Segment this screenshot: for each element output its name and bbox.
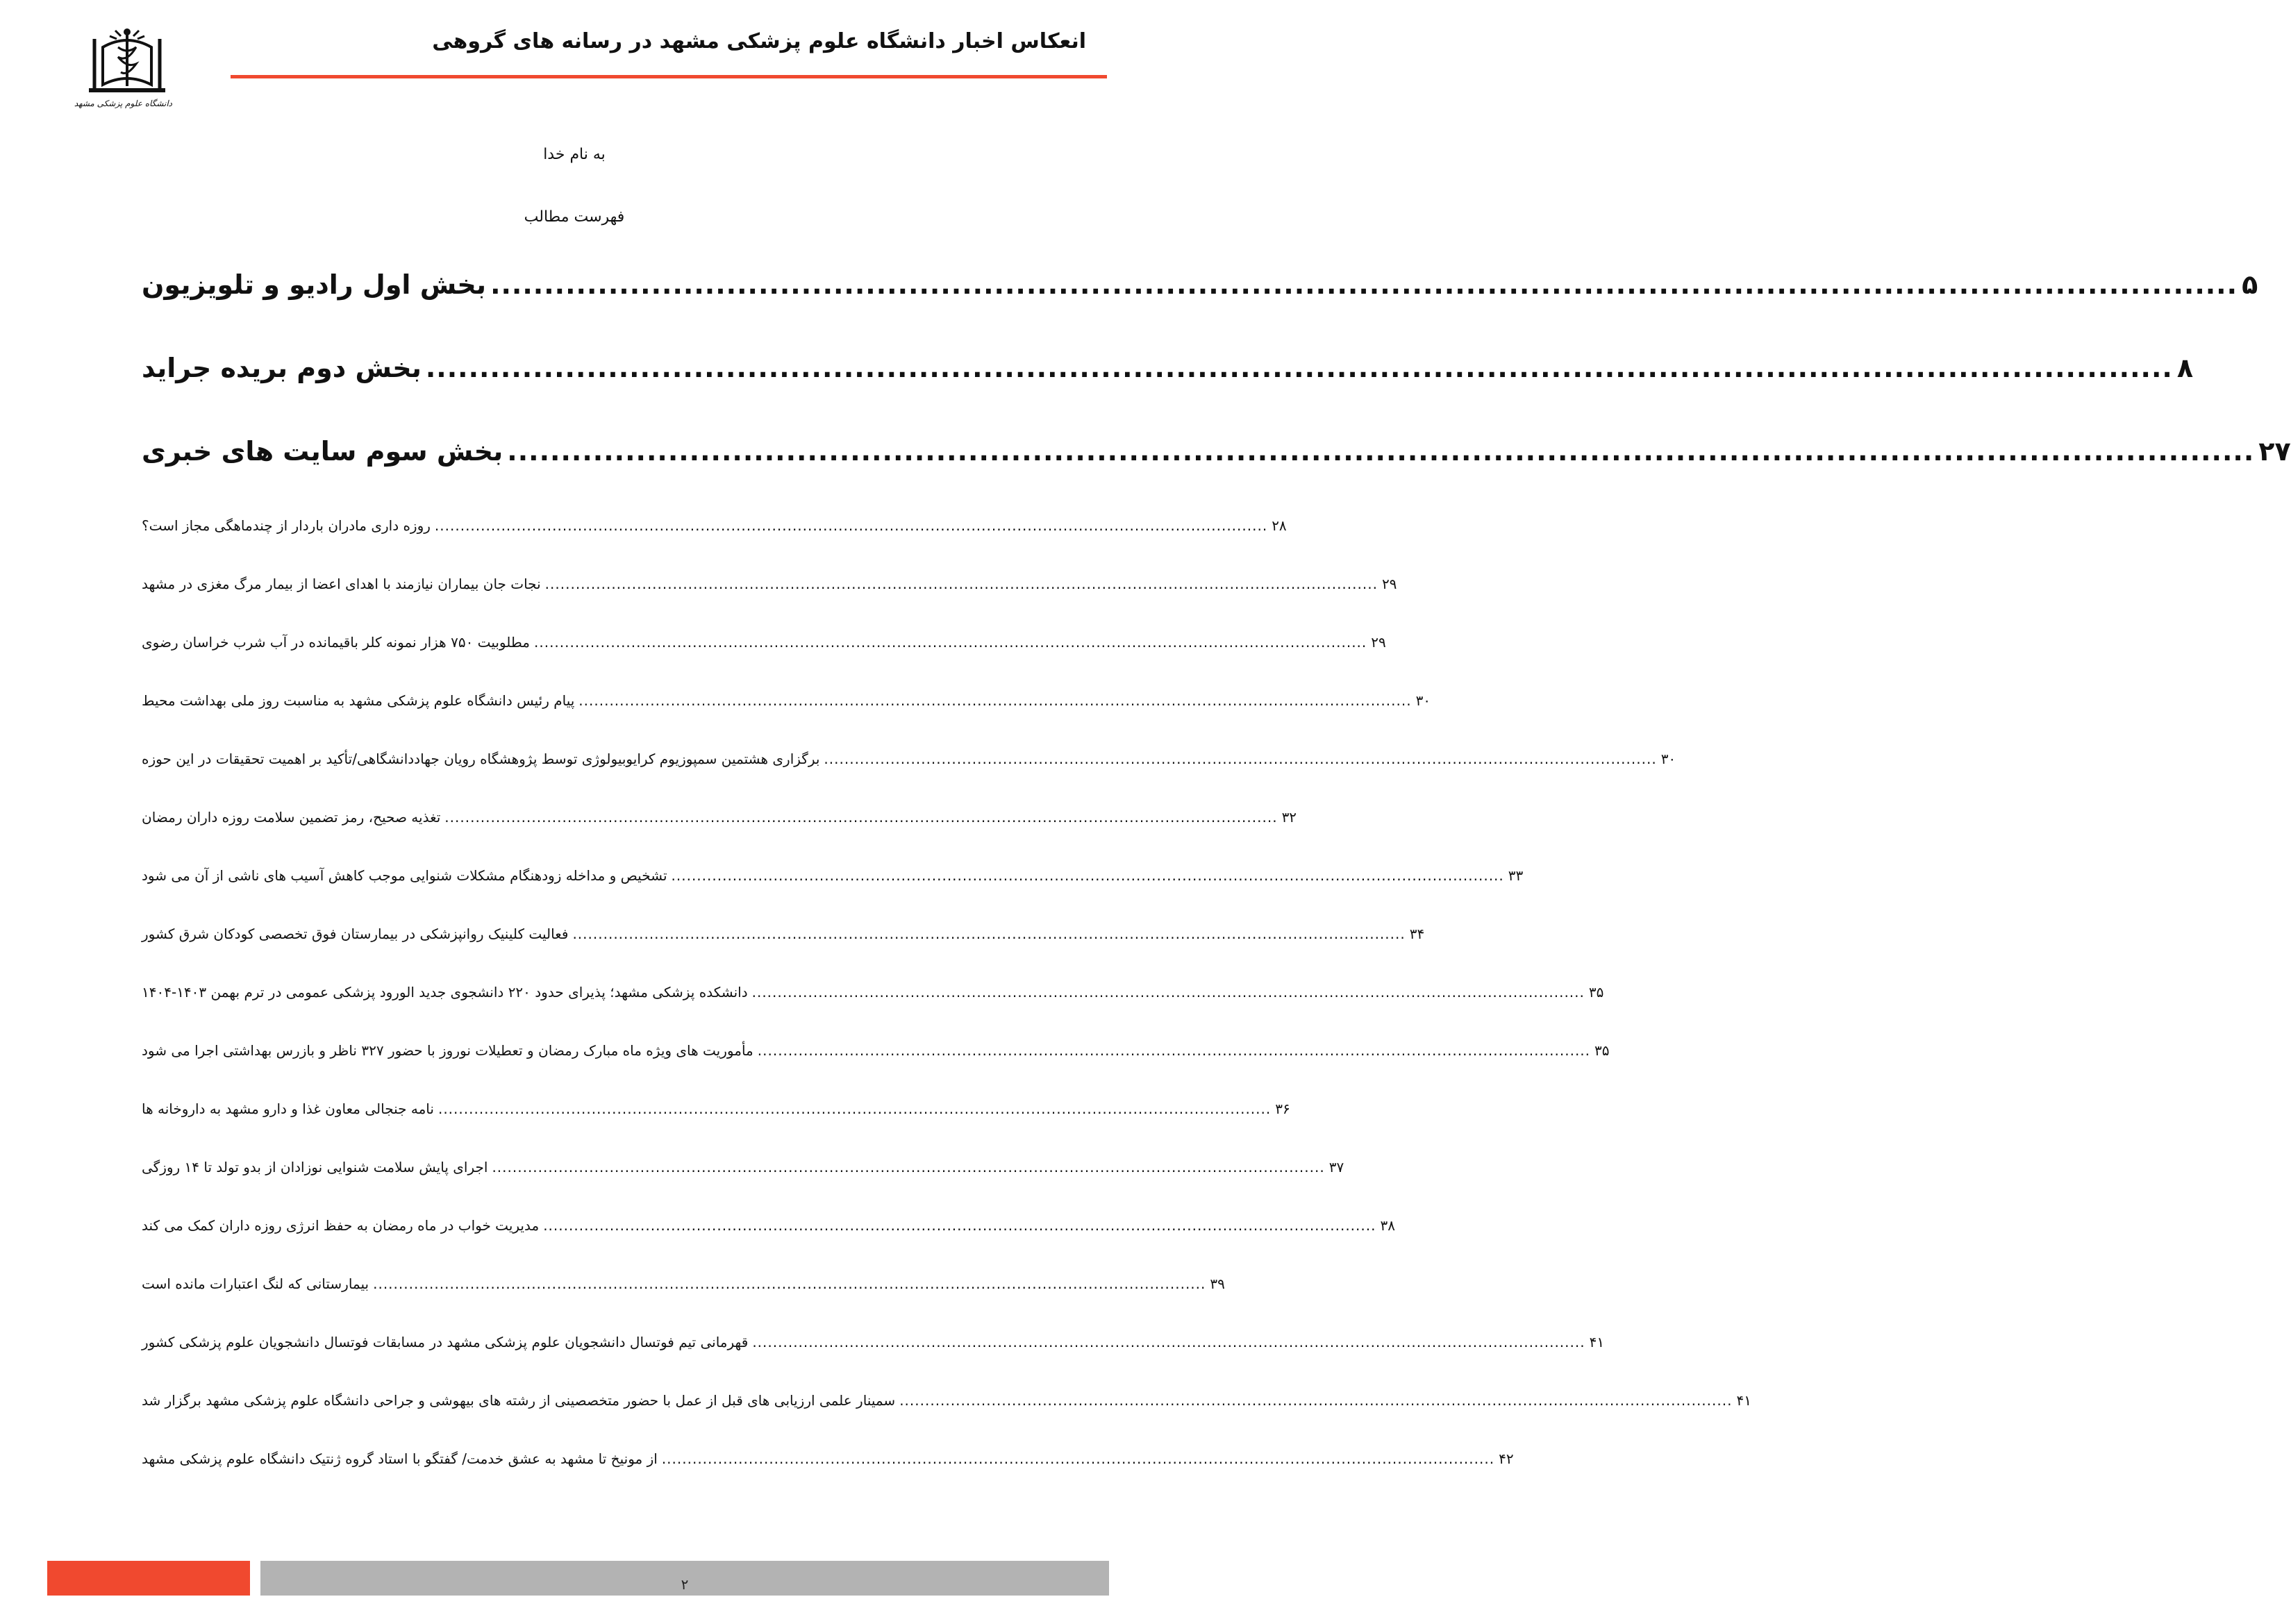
- toc-entry[interactable]: [142, 1100, 1290, 1124]
- toc-section[interactable]: [142, 436, 2291, 475]
- toc-entry-page: ۴۲: [1499, 1450, 1514, 1467]
- toc-heading: فهرست مطالب: [524, 208, 625, 226]
- toc-entry-title: پیام رئیس دانشگاه علوم پزشکی مشهد به مناسبت روز ملی بهداشت محیط: [142, 692, 575, 709]
- toc-entry[interactable]: [142, 634, 1386, 658]
- toc-entry-page: ۳۰: [1415, 692, 1431, 709]
- toc-leader: ...................................................................................................................................................................: [543, 1217, 1376, 1234]
- toc-entry-page: ۳۷: [1328, 1159, 1344, 1175]
- toc-section-title: بخش دوم بریده جراید: [142, 353, 422, 383]
- toc-leader: ...................................................................................................................................................................: [492, 1159, 1325, 1175]
- toc-entry[interactable]: [142, 1392, 1751, 1416]
- toc-section[interactable]: [142, 269, 2258, 308]
- toc-entry-title: اجرای پایش سلامت شنوایی نوزادان از بدو تولد تا ۱۴ روزگی: [142, 1159, 488, 1175]
- toc-entry[interactable]: [142, 1217, 1395, 1241]
- toc-section-page: ۵: [2242, 269, 2258, 300]
- toc-leader: ...................................................................................................................................................................: [434, 517, 1268, 534]
- toc-entry-title: سمینار علمی ارزیابی های قبل از عمل با حضور متخصصینی از رشته های بیهوشی و جراحی دانشگاه علوم پزشکی مشهد برگزار شد: [142, 1392, 896, 1409]
- header-divider: [231, 75, 1107, 78]
- toc-entry[interactable]: [142, 517, 1287, 541]
- toc-leader: ...................................................................................................................................................................: [899, 1392, 1733, 1409]
- toc-entry-page: ۳۵: [1588, 984, 1604, 1001]
- toc-section-page: ۲۷: [2258, 436, 2291, 467]
- toc-entry-title: نامه جنجالی معاون غذا و دارو مشهد به داروخانه ها: [142, 1100, 434, 1117]
- toc-entry[interactable]: [142, 926, 1425, 949]
- toc-entry-page: ۳۶: [1275, 1100, 1290, 1117]
- toc-leader: ...................................................................................................................................................................: [534, 634, 1367, 651]
- toc-entry-title: مطلوبیت ۷۵۰ هزار نمونه کلر باقیمانده در آب شرب خراسان رضوی: [142, 634, 530, 651]
- bismillah: به نام خدا: [543, 146, 606, 163]
- toc-leader: ...................................................................................................................................................................: [751, 984, 1585, 1001]
- toc-leader: ...................................................................................................................................................................: [544, 576, 1378, 592]
- toc-entry-page: ۲۸: [1272, 517, 1287, 534]
- toc-leader: ...................................................................................................................................................................: [444, 809, 1278, 826]
- toc-entry-page: ۳۰: [1660, 751, 1676, 767]
- toc-leader: ...................................................................................................................................................................: [757, 1042, 1591, 1059]
- toc-entry-title: فعالیت کلینیک روانپزشکی در بیمارستان فوق تخصصی کودکان شرق کشور: [142, 926, 569, 942]
- toc-leader: ...................................................................................................................................................................: [373, 1275, 1206, 1292]
- logo-caption: دانشگاه علوم پزشکی مشهد: [74, 99, 172, 108]
- toc-entry-page: ۳۳: [1508, 867, 1524, 884]
- toc-leader: ...................................................................................................................................................................: [572, 926, 1406, 942]
- toc-entry-page: ۴۱: [1589, 1334, 1605, 1350]
- toc-entry-page: ۴۱: [1736, 1392, 1751, 1409]
- toc-section-page: ۸: [2176, 353, 2194, 383]
- toc-entry[interactable]: [142, 984, 1604, 1007]
- toc-entry-title: برگزاری هشتمین سمپوزیوم کرایوبیولوژی توسط پژوهشگاه رویان جهاددانشگاهی/تأکید بر اهمیت تحقیقات در این حوزه: [142, 751, 820, 767]
- toc-entry[interactable]: [142, 809, 1297, 832]
- toc-entry-title: قهرمانی تیم فوتسال دانشجویان علوم پزشکی مشهد در مسابقات فوتسال دانشجویان علوم پزشکی کشور: [142, 1334, 749, 1350]
- toc-entry[interactable]: [142, 1275, 1225, 1299]
- toc-entry[interactable]: [142, 692, 1431, 716]
- toc-entry-page: ۳۴: [1409, 926, 1425, 942]
- page-number: ۲: [681, 1576, 689, 1593]
- document-header-title: انعکاس اخبار دانشگاه علوم پزشکی مشهد در رسانه های گروهی: [432, 29, 1086, 53]
- toc-entry[interactable]: [142, 1450, 1514, 1474]
- toc-entry-page: ۲۹: [1381, 576, 1397, 592]
- toc-entry-page: ۳۸: [1380, 1217, 1395, 1234]
- toc-entry[interactable]: [142, 1042, 1610, 1066]
- toc-leader: ...................................................................................................................................................................: [425, 353, 2173, 383]
- toc-leader: ...................................................................................................................................................................: [438, 1100, 1272, 1117]
- toc-section-title: بخش سوم سایت های خبری: [142, 436, 503, 467]
- toc-entry-title: دانشکده پزشکی مشهد؛ پذیرای حدود ۲۲۰ دانشجوی جدید الورود پزشکی عمومی در ترم بهمن ۱۴۰۳-۱۴۰۴: [142, 984, 748, 1001]
- toc-leader: ...................................................................................................................................................................: [490, 269, 2238, 300]
- toc-entry-page: ۳۹: [1210, 1275, 1225, 1292]
- toc-entry-title: تشخیص و مداخله زودهنگام مشکلات شنوایی موجب کاهش آسیب های ناشی از آن می شود: [142, 867, 667, 884]
- toc-entry-page: ۳۵: [1594, 1042, 1610, 1059]
- toc-entry[interactable]: [142, 867, 1524, 891]
- toc-leader: ...................................................................................................................................................................: [578, 692, 1412, 709]
- toc-section[interactable]: [142, 353, 2194, 392]
- toc-entry-title: از مونیخ تا مشهد به عشق خدمت/ گفتگو با استاد گروه ژنتیک دانشگاه علوم پزشکی مشهد: [142, 1450, 658, 1467]
- toc-entry-page: ۳۲: [1281, 809, 1297, 826]
- toc-entry[interactable]: [142, 1334, 1605, 1357]
- toc-entry[interactable]: [142, 1159, 1344, 1182]
- toc-leader: ...................................................................................................................................................................: [671, 867, 1504, 884]
- toc-leader: ...................................................................................................................................................................: [752, 1334, 1585, 1350]
- logo-emblem-icon: [82, 26, 172, 103]
- toc-leader: ...................................................................................................................................................................: [661, 1450, 1495, 1467]
- toc-entry[interactable]: [142, 576, 1397, 599]
- toc-entry-title: مأموریت های ویژه ماه مبارک رمضان و تعطیلات نوروز با حضور ۳۲۷ ناظر و بازرس بهداشتی اجرا می شود: [142, 1042, 753, 1059]
- toc-entry-title: بیمارستانی که لنگ اعتبارات مانده است: [142, 1275, 369, 1292]
- toc-entry-title: مدیریت خواب در ماه رمضان به حفظ انرژی روزه داران کمک می کند: [142, 1217, 540, 1234]
- toc-leader: ...................................................................................................................................................................: [507, 436, 2255, 467]
- toc-entry-title: نجات جان بیماران نیازمند با اهدای اعضا از بیمار مرگ مغزی در مشهد: [142, 576, 541, 592]
- toc-entry-title: روزه داری مادران باردار از چندماهگی مجاز است؟: [142, 517, 431, 534]
- toc-entry-page: ۲۹: [1371, 634, 1386, 651]
- toc-leader: ...................................................................................................................................................................: [824, 751, 1657, 767]
- toc-entry[interactable]: [142, 751, 1676, 774]
- toc-section-title: بخش اول رادیو و تلویزیون: [142, 269, 487, 300]
- toc-entry-title: تغذیه صحیح، رمز تضمین سلامت روزه داران رمضان: [142, 809, 441, 826]
- footer-accent-bar: [47, 1561, 250, 1596]
